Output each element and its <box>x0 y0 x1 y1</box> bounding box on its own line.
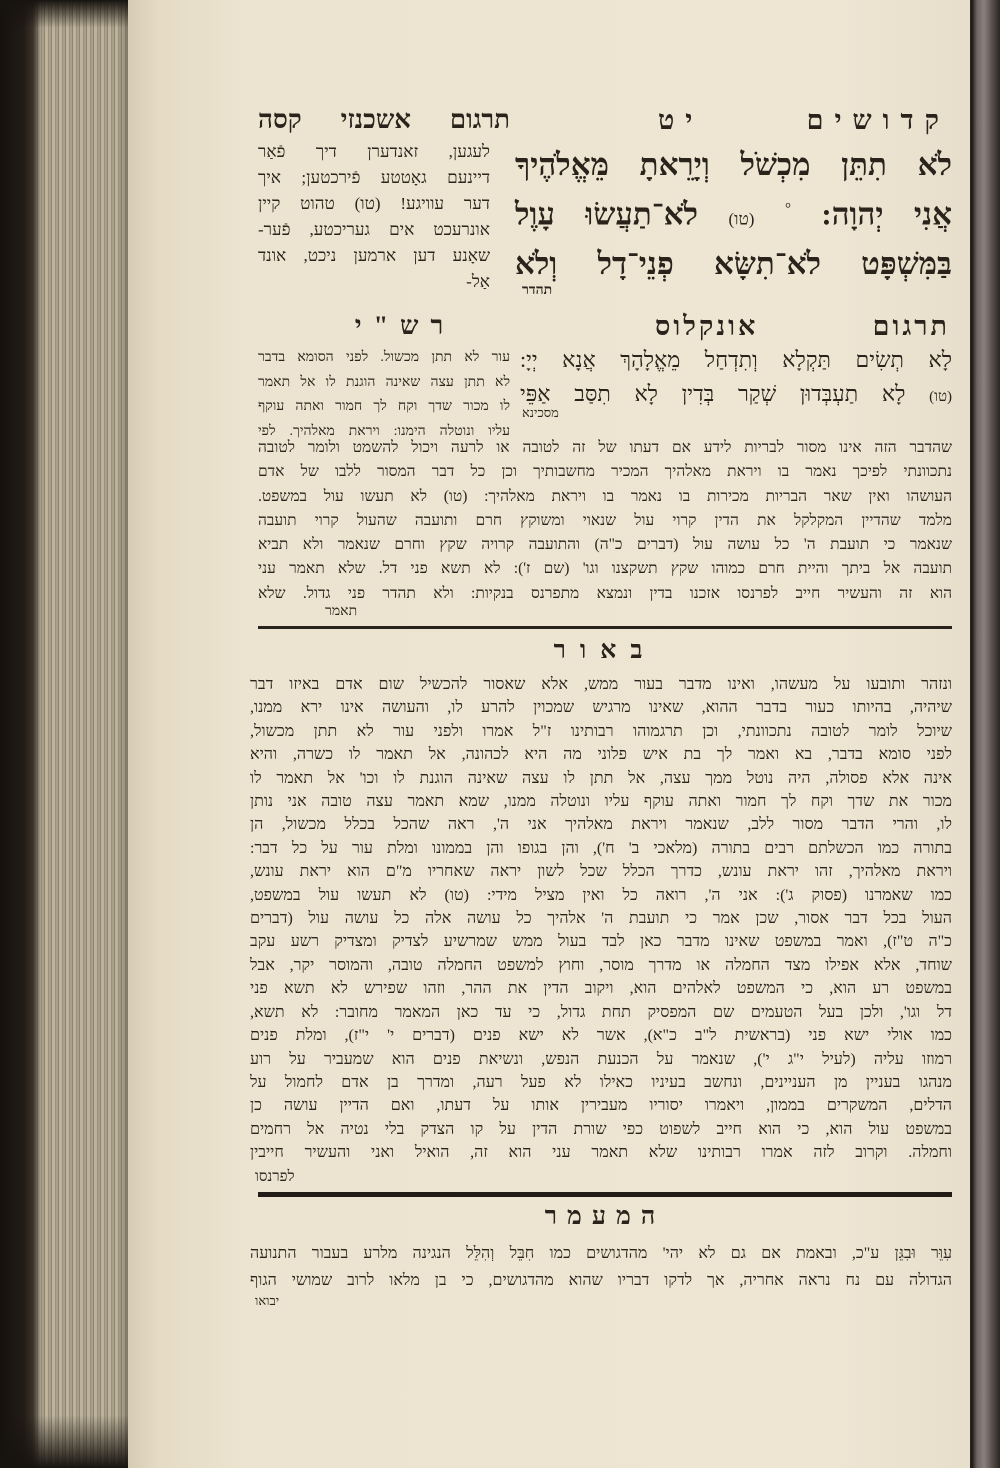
rashi-line: מלמד שהדיין המקלקל את הדין קרוי עול שנאוי ומשוקץ חרם ותועבה שהעול קרוי תועבה <box>258 511 952 529</box>
biur-title: באור <box>553 637 657 664</box>
catchword: תאמר <box>325 604 358 619</box>
running-head-translation: תרגום אשכנזי קסה <box>258 105 510 134</box>
verse-line: בַּמִּשְׁפָּט לֹא־תִשָּׂא פְנֵי־דָל וְלֹא <box>515 246 952 282</box>
rashi-line: שנאמר כי תועבת ה' כל עושה עול (דברים כ"ה) והתועבה קרויה שקץ וחרם שנאמר ולא תביא <box>258 536 952 554</box>
translation-line: דער עוויגע! (טו) טהוט קיין <box>258 194 490 213</box>
biur-line: אינה אלא פסולה, היה נוטל ממך עצה, אל תתן לו עצה שאינה הוגנת לו וכו' אל תאמר לו <box>250 769 952 787</box>
book-cover-edge <box>968 0 1000 1468</box>
biur-line: הדלים, המשקרים בממון, ויאמרו יסוריו מעבירין אותו על דעתו, ואם הדיין עושה כן <box>250 1097 952 1115</box>
biur-line: כמו שאמרנו (פסוק ג'): אני ה', רואה כל ואין מציל מידי: (טו) לא תעשו עול במשפט, <box>250 886 952 904</box>
verse-number: (טו) <box>929 389 952 405</box>
biur-line: שיוכל לומר לטובה נתכוונתי, וכן תרגמוהו רבותינו ז"ל אמרו ולפני עור לא תתן מכשול, <box>250 722 952 740</box>
biur-line: לו, והרי הדבר מסור ללב, שנאמר ויראת מאלהיך אני ה', ראה שהכל בכלל מכשול, הן <box>250 816 952 834</box>
verse-mark: ° <box>784 201 791 217</box>
translation-line: אַל- <box>466 272 490 291</box>
onkelos-line: לָא תְשִׂים תַּקְלָא וְתִדְחַל מֵאֱלָהָךְ אֲנָא יְיָ: <box>520 347 952 372</box>
biur-line: לפני סומא בדבר, בא ואמר לך בת איש פלוני מה היא לכהונה, אל תאמר לו כשרה, והיא <box>250 746 952 764</box>
book-page-edges <box>0 0 130 1468</box>
verse-line: לֹא תִתֵּן מִכְשֹׁל וְיָרֵאתָ מֵּאֱלֹהֶיךָ <box>515 147 952 182</box>
onkelos-line <box>520 377 952 414</box>
biur-line: דל וגו', ולכן בעל הטעמים שם המפסיק תחת גדול, כי עד כאן המאמר מחובר: לא תשא, <box>250 1003 952 1021</box>
biur-text <box>250 673 952 1165</box>
rashi-title: רש"י <box>354 311 456 340</box>
running-head-parasha: קדושים יט <box>658 105 950 135</box>
biur-line: שוחד, אלא אפילו מצד החמלה או מדרך מוסר, וחוץ למשפט החמלה טובה, והמוסר יקר, אבל <box>250 956 952 974</box>
rashi-line: לא תתן עצה שאינה הוגנת לו אל תאמר <box>258 374 510 390</box>
verse-number: (טו) <box>728 209 755 229</box>
translation-line: דיינעם גאָטטע פֿירכטען; איך <box>258 168 490 187</box>
verse-text <box>515 142 952 286</box>
biur-line: במשפט עול הוא, כי הוא חייב לשפוט כפי שורת הדין על קו הצדק בלי נטיה אל רחמים <box>250 1120 952 1138</box>
rashi-line: שהדבר הזה אינו מסור לבריות לידע אם דעתו של זה לטובה או לרעה ויכול להשמט ולומר לטובה <box>258 439 952 456</box>
biur-line: מכור את שדך וקח לך חמור ואתה עוקף עליו ונוטלה ממנו, שמא תאמר עצה טובה אני נותן <box>250 793 952 811</box>
translation-line: אונרעכט אים געריכטע, פֿער- <box>258 220 490 239</box>
catchword: מסכינא <box>522 405 559 420</box>
onkelos-fragment: לָא תַעְבְּדוּן שְׁקַר בְּדִין לָא תִסַּב אַפֵּי <box>520 381 906 406</box>
rashi-line: עור לא תתן מכשול. לפני הסומא בדבר <box>258 350 510 365</box>
rashi-line: תועבה אל ביתך והיית חרם כמוהו שקץ תשקצנו וגו' (שם ז'): לא תשא פני דל. שלא תאמר עני <box>258 560 952 578</box>
rashi-line: העושהו ואין שאר הבריות מכירות בו נאמר בו ויראת מאלהיך: (טו) לא תעשו עול במשפט. <box>258 487 952 505</box>
catchword: יבואו <box>255 1293 280 1308</box>
rashi-line: עליו ונוטלה הימנו: ויראת מאלהיך. לפי <box>258 423 510 439</box>
translation-line: שאָנע דען ארמען ניכט, אונד <box>258 246 490 265</box>
verse-fragment: לֹא־תַעֲשׂוּ עָוֶל <box>515 196 699 232</box>
german-translation-column <box>258 139 490 295</box>
rashi-column <box>258 346 510 444</box>
biur-line: וחמלה. וקרוב לזה אמרו רבותינו שלא תאמר עני הוא זה, הואיל ואני והעשיר חייבין <box>250 1144 952 1162</box>
catchword: תהדר <box>522 283 553 298</box>
rashi-text <box>258 436 952 606</box>
biur-line: בתורה כמו הכשלתם רבים בתורה (מלאכי ב' ח'), והן בגופו והן בממונו ומלת עור על כל דבר: <box>250 839 952 857</box>
meamer-line: עִוֵּר וּבִגֵּן ע"כ, ובאמת אם גם לא יהי' מהדגושים כמו חִבֵּל וְהִלֵּל הנגינה מלרע בעבור התנועה <box>250 1245 952 1262</box>
verse-fragment: אֲנִי יְהוָה: <box>821 196 953 232</box>
section-rule <box>258 1192 952 1197</box>
biur-line: כ"ה ט"ז), ואמר במשפט שאינו מדבר כאן לבד בעול ממש שמרשיע לצדיק ומצדיק רשע עקב <box>250 933 952 951</box>
onkelos-title: תרגום אונקלוס <box>655 311 950 341</box>
biur-line: במשפט רע הוא, כי המשפט לאלהים הוא, ויקוב הדין את ההר, וזהו שפירש לא תשא פני <box>250 980 952 998</box>
biur-line: העול בכל דבר אסור, שכן אמר כי תועבת ה' אלהיך כל עושה אלה כל עושה עול (דברים <box>250 910 952 928</box>
biur-line: מנהגו בעניין מן העניינים, ונחשב בעיניו כאילו לא פעל רעה, ומדרך בן אדם לחמול על <box>250 1073 952 1091</box>
verse-line <box>515 187 952 241</box>
onkelos-text <box>520 343 952 414</box>
meamer-title: המעמר <box>544 1203 666 1230</box>
meamer-line: הגדולה עם נח נראה אחריה, אך לדקו דבריו שהוא מהדגושים, כי בן מלאו לרוב שמושי הגוף <box>250 1272 952 1289</box>
rashi-line: נתכוונתי לפיכך נאמר בו ויראת מאלהיך המכיר מחשבותיך וכן כל דבר המסור ללבו של אדם <box>258 463 952 481</box>
biur-line: שיהיה, בהיותו כעור בדבר ההוא, שאינו מרגיש שמכוין להרע לו, והעושה אינו ירא ממנו, <box>250 699 952 717</box>
rashi-line: לו מכור שדך וקח לך חמור ואתה עוקף <box>258 399 510 414</box>
rashi-line: הוא זה והעשיר חייב לפרנסו אזכנו בדין ונמצא מתפרנס בנקיות: ולא תהדר פני גדול. שלא <box>258 584 952 602</box>
biur-line: כמו אולי ישא פני (בראשית ל"ב כ"א), אשר לא ישא פנים (דברים י' י"ז), ומלת פנים <box>250 1027 952 1045</box>
translation-line: לעגען, זאנדערן דיך פֿאַר <box>258 142 490 161</box>
biur-line: ויראת מאלהיך, זהו יראת עונש, כדרך הכלל שכל לשון יראה שאחריו מ"ם הוא יראת עונש, <box>250 863 952 881</box>
section-rule <box>258 626 952 629</box>
meamer-text <box>250 1240 952 1294</box>
biur-line: ונזהר ותובעו על מעשהו, ואינו מדבר בעור ממש, אלא שאסור להכשיל שום אדם באיזו דבר <box>250 676 952 693</box>
biur-line: רמוזו עליה (לעיל י"ג י'), שנאמר על הכנעת הנפש, ונשיאת פנים הוא שמעביר על רוע <box>250 1050 952 1068</box>
catchword: לפרנסו <box>255 1169 295 1185</box>
